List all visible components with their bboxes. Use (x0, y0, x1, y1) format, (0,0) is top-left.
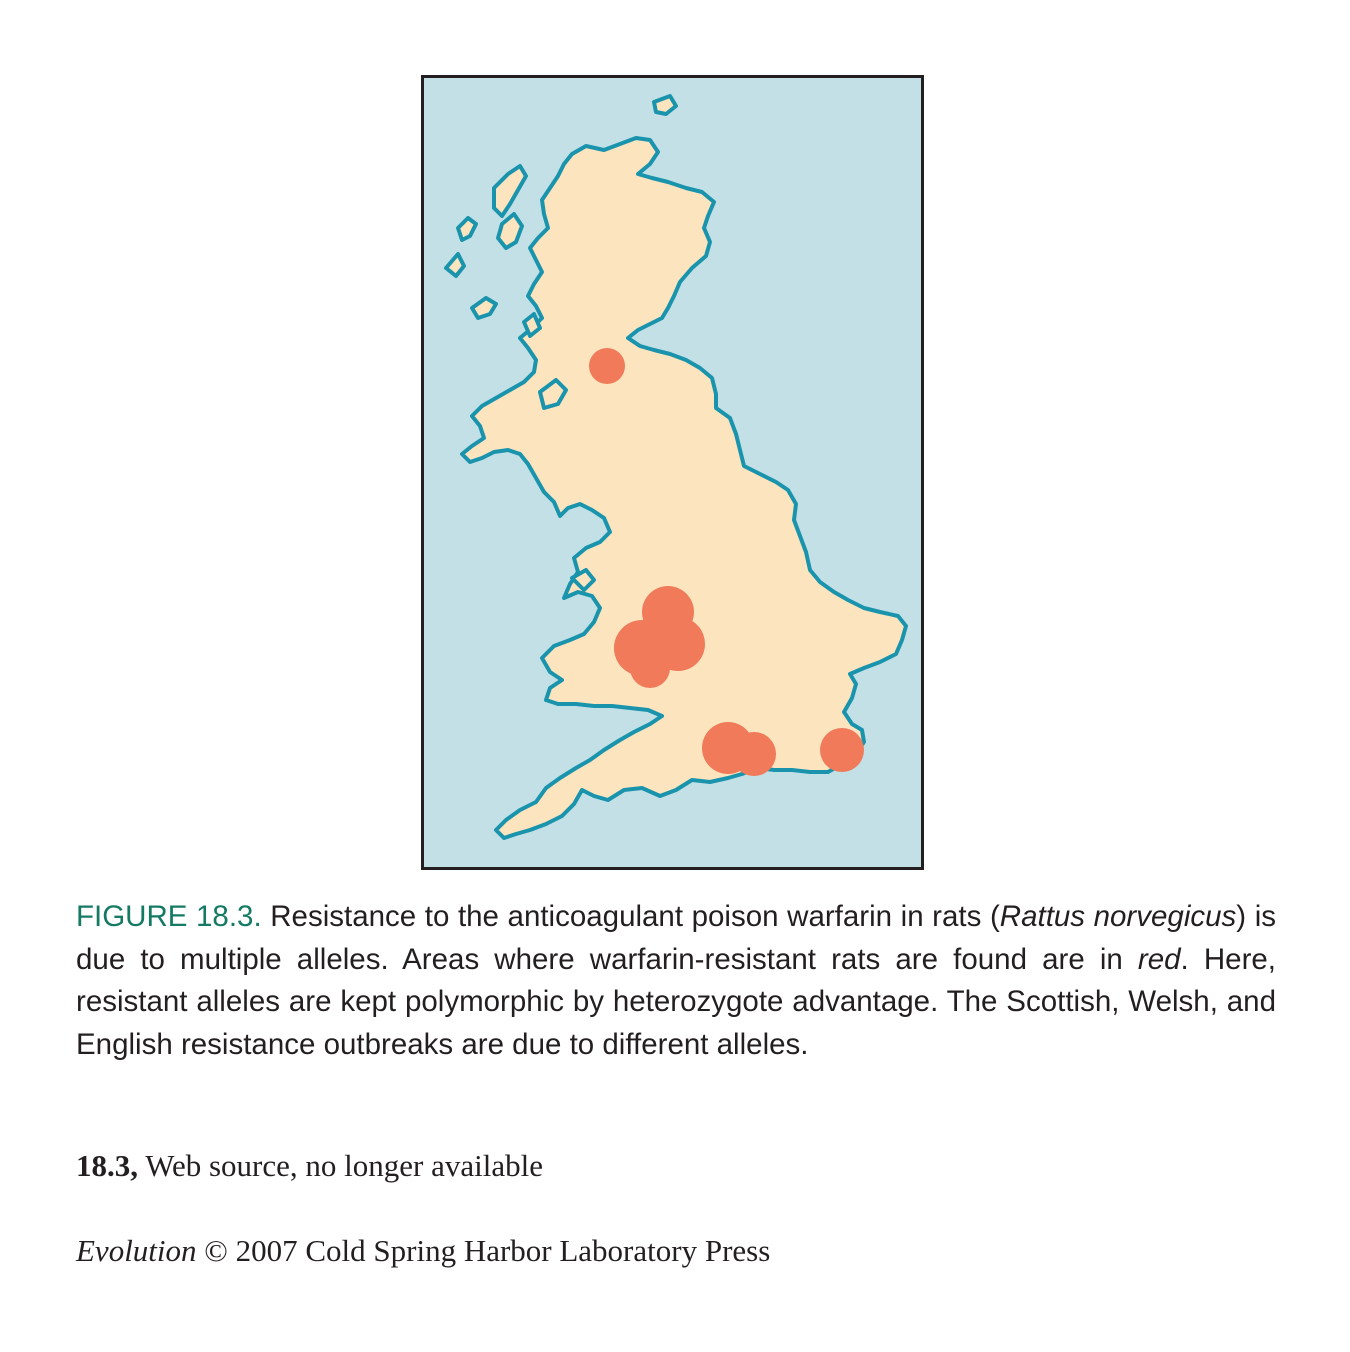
hebrides-island-2 (458, 218, 476, 240)
caption-text: . Here, resistant alleles are kept polymorphic by heterozygote advantage. The Scottish, Welsh, and English resistance outbreaks are due to different alleles. (76, 942, 1276, 1061)
caption-italic-text: red (1137, 942, 1181, 976)
caption-text: Resistance to the anticoagulant poison warfarin in rats ( (261, 900, 1000, 933)
resistance-area-scotland (589, 348, 625, 384)
figure-source (76, 1148, 543, 1184)
source-number: 18.3, (76, 1148, 138, 1183)
copyright-credit (76, 1233, 770, 1269)
source-text: Web source, no longer available (138, 1148, 543, 1183)
outer-hebrides (494, 166, 526, 216)
figure-caption (76, 896, 1276, 1066)
orkney-islands (654, 96, 676, 114)
resistance-area-kent (820, 728, 864, 772)
skye-island (498, 214, 522, 248)
book-title: Evolution (76, 1233, 197, 1268)
mull-island (472, 298, 496, 318)
resistance-area-wales-d (630, 648, 670, 688)
caption-italic-text: Rattus norvegicus (999, 900, 1237, 933)
figure-label: FIGURE 18.3. (76, 900, 262, 933)
caption-text: ) is due to multiple alleles. Areas where warfarin-resistant rats are found are in (76, 900, 1277, 976)
copyright-text: © 2007 Cold Spring Harbor Laboratory Press (196, 1233, 771, 1268)
map-frame (421, 75, 924, 870)
hebrides-island-3 (446, 254, 464, 276)
great-britain-map (424, 78, 921, 867)
resistance-area-south-b (732, 732, 776, 776)
